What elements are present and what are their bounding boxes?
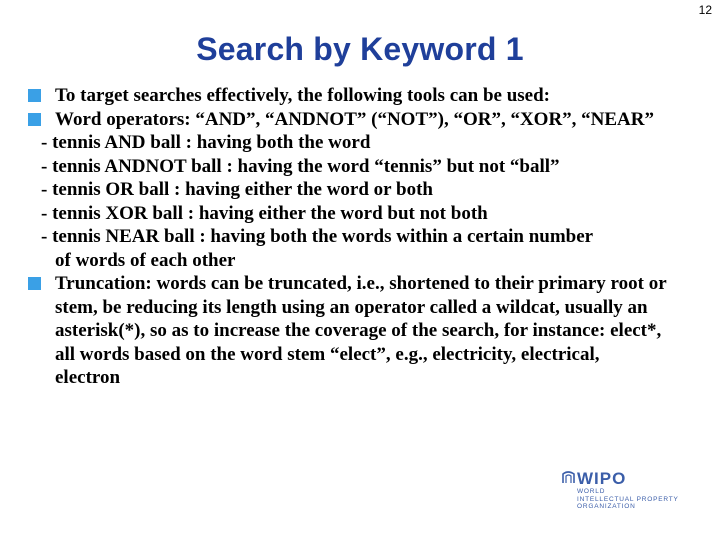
sub-item (28, 202, 708, 226)
sub-item (28, 131, 708, 155)
bullet-item (28, 108, 708, 132)
bullet-text: Truncation: words can be truncated, i.e., shortened to their primary root or stem, be reducing its length using an operator called a wildcat, usually an asterisk(*), so as to increase the coverage of the search, for instance: elect*, all words based on the word stem “elect”, e.g., electricity, electrical, electron (55, 273, 667, 388)
sub-item (28, 155, 708, 179)
bullet-item (28, 84, 708, 108)
slide-title: Search by Keyword 1 (196, 31, 524, 67)
logo-name: WIPO (577, 469, 627, 488)
square-bullet-icon (28, 89, 41, 102)
slide-content (28, 84, 708, 390)
page-number: 12 (698, 3, 712, 17)
bullet-text: Word operators: “AND”, “ANDNOT” (“NOT”), “OR”, “XOR”, “NEAR” (55, 108, 655, 130)
sub-item-text: - tennis AND ball : having both the word (41, 132, 371, 153)
bullet-item (28, 272, 708, 390)
square-bullet-icon (28, 277, 41, 290)
sub-item-text: - tennis OR ball : having either the word or both (41, 179, 433, 200)
wipo-logo (562, 470, 712, 520)
bullet-text: To target searches effectively, the following tools can be used: (55, 85, 550, 106)
logo-tagline: WORLD INTELLECTUAL PROPERTY ORGANIZATION (577, 488, 679, 510)
sub-item-text: - tennis ANDNOT ball : having the word “tennis” but not “ball” (41, 155, 560, 177)
sub-item (28, 225, 708, 272)
sub-item-text: - tennis NEAR ball : having both the words within a certain number (41, 226, 594, 247)
square-bullet-icon (28, 113, 41, 126)
wipo-emblem-icon (562, 470, 575, 484)
sub-item-text: - tennis XOR ball : having either the word but not both (41, 202, 488, 224)
sub-item-continuation: of words of each other (55, 249, 236, 271)
sub-item (28, 178, 708, 202)
